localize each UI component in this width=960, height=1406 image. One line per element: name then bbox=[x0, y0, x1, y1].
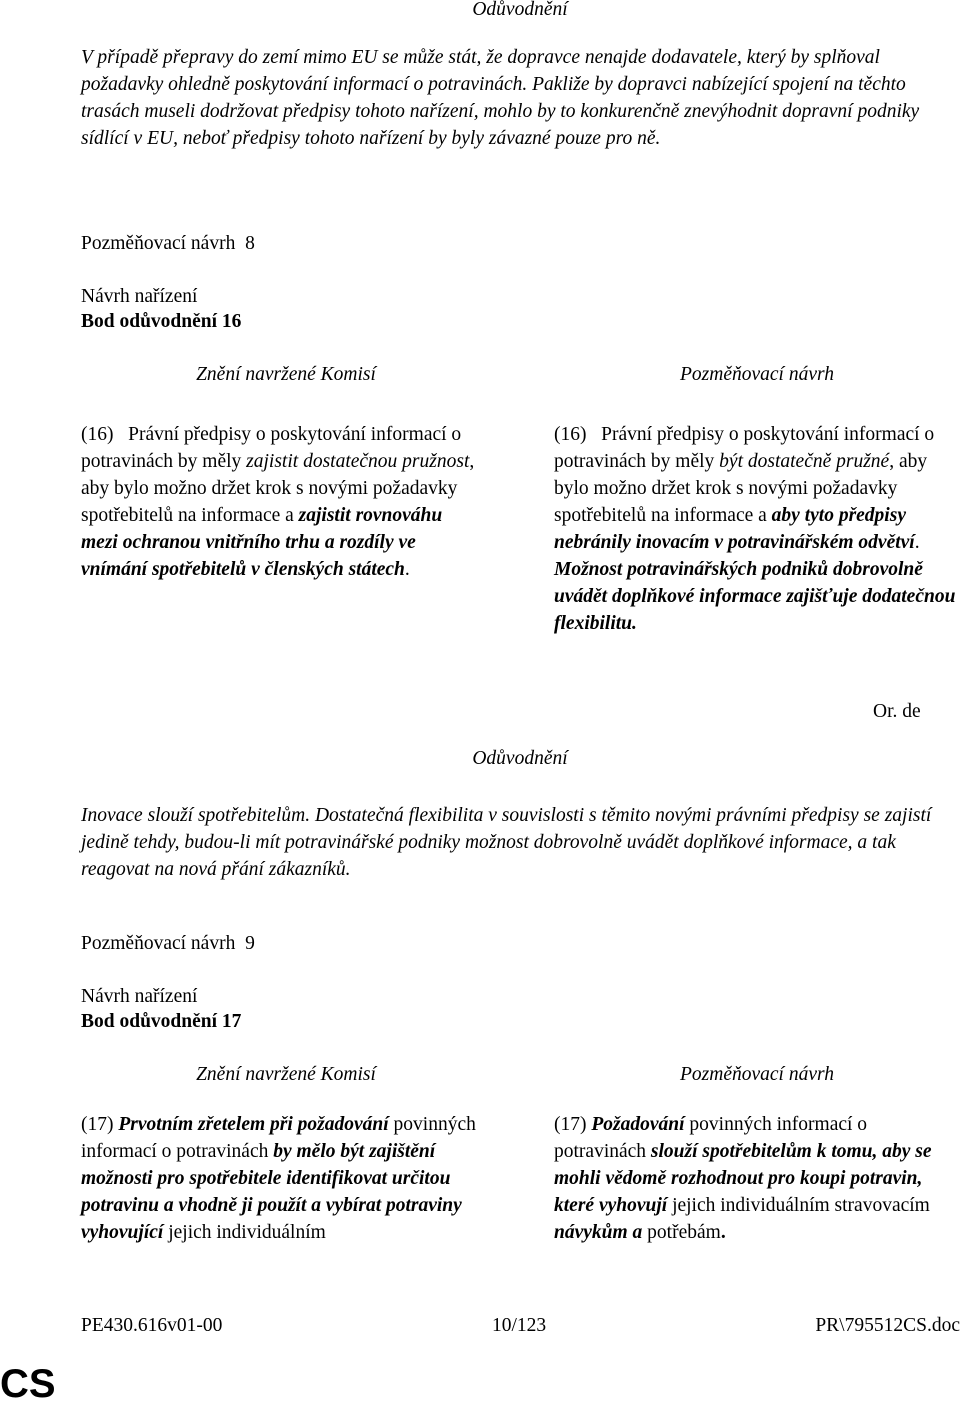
amendment-8-recital: Bod odůvodnění 16 bbox=[81, 311, 242, 332]
amendment-8-justification-heading: Odůvodnění bbox=[472, 748, 568, 769]
amendment-8-right-header: Pozměňovací návrh bbox=[680, 364, 834, 385]
amendment-8-title: Pozměňovací návrh 8 bbox=[81, 233, 255, 254]
amendment-9-recital: Bod odůvodnění 17 bbox=[81, 1011, 242, 1032]
footer-language-code: CS bbox=[0, 1362, 56, 1406]
amendment-9-left-header: Znění navržené Komisí bbox=[196, 1064, 376, 1085]
amendment-8-justification: Inovace slouží spotřebitelům. Dostatečná flexibilita v souvislosti s těmito novými právními předpisy se zajistí jedině tehdy, budou-li mít potravinářské podniky možnost dobrovolně uvádět doplňkové informace, a tak reagovat na nová přání zákazníků. bbox=[81, 805, 932, 880]
original-language: Or. de bbox=[873, 701, 921, 722]
amendment-9-proposal: Návrh nařízení bbox=[81, 986, 198, 1007]
amendment-8-left-header: Znění navržené Komisí bbox=[196, 364, 376, 385]
footer-document-id: PE430.616v01-00 bbox=[81, 1315, 223, 1336]
footer-file-name: PR\795512CS.doc bbox=[815, 1315, 960, 1336]
amendment-9-right-header: Pozměňovací návrh bbox=[680, 1064, 834, 1085]
footer-page-number: 10/123 bbox=[492, 1315, 547, 1336]
amendment-8-proposal: Návrh nařízení bbox=[81, 286, 198, 307]
amendment-8-amended-text: (16) Právní předpisy o poskytování informací o potravinách by měly být dostatečně pružné, aby bylo možno držet krok s novými požadavky spotřebitelů na informace a aby tyto předpisy nebránily inovacím v potravinářském odvětví. Možnost potravinářských podniků dobrovolně uvádět doplňkové informace zajišťuje dodatečnou flexibilitu. bbox=[554, 424, 956, 634]
justification-heading-top: Odůvodnění bbox=[472, 0, 568, 20]
amendment-8-commission-text: (16) Právní předpisy o poskytování informací o potravinách by měly zajistit dostatečnou pružnost, aby bylo možno držet krok s novými požadavky spotřebitelů na informace a zajistit rovnováhu mezi ochranou vnitřního trhu a rozdíly ve vnímání spotřebitelů v členských státech. bbox=[81, 424, 475, 580]
amendment-9-title: Pozměňovací návrh 9 bbox=[81, 933, 255, 954]
amendment-9-commission-text: (17) Prvotním zřetelem při požadování povinných informací o potravinách by mělo být zajištění možnosti pro spotřebitele identifikovat určitou potravinu a vhodně ji použít a vybírat potraviny vyhovující jejich individuálním bbox=[81, 1114, 476, 1243]
justification-paragraph-top: V případě přepravy do zemí mimo EU se může stát, že dopravce nenajde dodavatele, který by splňoval požadavky ohledně poskytování informací o potravinách. Pakliže by dopravci nabízející spojení na těchto trasách museli dodržovat předpisy tohoto nařízení, mohlo by to konkurenčně znevýhodnit dopravní podniky sídlící v EU, neboť předpisy tohoto nařízení by byly závazné pouze pro ně. bbox=[81, 47, 920, 149]
amendment-9-amended-text: (17) Požadování povinných informací o potravinách slouží spotřebitelům k tomu, aby se mohli vědomě rozhodnout pro koupi potravin, které vyhovují jejich individuálním stravovacím návykům a potřebám. bbox=[554, 1114, 932, 1243]
